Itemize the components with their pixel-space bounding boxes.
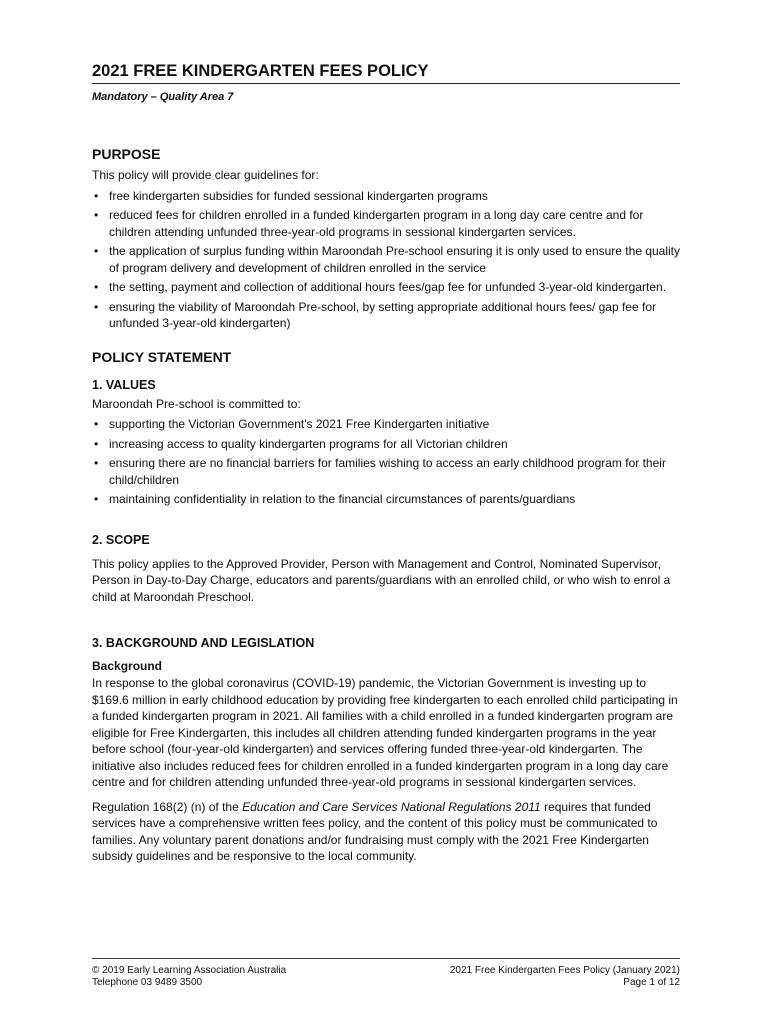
list-item: • supporting the Victorian Government's 2021 Free Kindergarten initiative bbox=[92, 416, 680, 433]
footer-left bbox=[92, 965, 286, 989]
purpose-intro: This policy will provide clear guidelines for: bbox=[92, 168, 319, 182]
list-item: • reduced fees for children enrolled in a funded kindergarten program in a long day care centre and for children attending unfunded three-year-old programs in sessional kindergarten services. bbox=[92, 207, 680, 240]
regulation-paragraph bbox=[92, 799, 680, 865]
background-paragraph: In response to the global coronavirus (COVID-19) pandemic, the Victorian Government is investing up to $169.6 million in early childhood education by providing free kindergarten to each enrolled child participating in a funded kindergarten program in 2021. All families with a child enrolled in a funded kindergarten program are eligible for Free Kindergarten, this includes all children attending funded kindergarten programs in the year before school (four-year-old kindergarten) and services offering funded three-year-old kindergarten. The initiative also includes reduced fees for children enrolled in a funded kindergarten program in a long day care centre and for children attending unfunded three-year-old programs in sessional kindergarten services. bbox=[92, 676, 678, 789]
footer-doc-title: 2021 Free Kindergarten Fees Policy (January 2021) bbox=[449, 965, 680, 976]
list-item: • the setting, payment and collection of additional hours fees/gap fee for unfunded 3-year-old kindergarten. bbox=[92, 279, 680, 296]
regulation-title: Education and Care Services National Regulations 2011 bbox=[242, 799, 541, 814]
scope-text: This policy applies to the Approved Provider, Person with Management and Control, Nominated Supervisor, Person in Day-to-Day Charge, educators and parents/guardians with an enrolled child, or who wish to enrol a child at Maroondah Preschool. bbox=[92, 556, 671, 604]
document-page bbox=[92, 62, 680, 865]
background-heading: 3. BACKGROUND AND LEGISLATION bbox=[92, 636, 315, 650]
purpose-list bbox=[92, 188, 680, 332]
list-item: • ensuring the viability of Maroondah Pre-school, by setting appropriate additional hours fees/ gap fee for unfunded 3-year-old kindergarten) bbox=[92, 299, 680, 332]
purpose-heading: PURPOSE bbox=[92, 146, 161, 162]
regulation-text-start: Regulation 168(2) (n) of the bbox=[92, 799, 243, 814]
values-list bbox=[92, 416, 680, 508]
background-subheading: Background bbox=[92, 659, 163, 673]
footer-telephone: Telephone 03 9489 3500 bbox=[92, 977, 203, 988]
values-heading: 1. VALUES bbox=[92, 377, 156, 392]
list-item: • maintaining confidentiality in relation to the financial circumstances of parents/guardians bbox=[92, 491, 680, 508]
page-title: 2021 FREE KINDERGARTEN FEES POLICY bbox=[92, 62, 680, 84]
footer-right bbox=[450, 965, 680, 989]
footer-page-number: Page 1 of 12 bbox=[623, 977, 680, 988]
regulation-text-end: requires that funded services have a comprehensive written fees policy, and the content of this policy must be communicated to families. Any voluntary parent donations and/or fundraising must comply with the 2021 Free Kindergarten subsidy guidelines and be responsive to the local community. bbox=[92, 799, 658, 863]
footer-copyright: © 2019 Early Learning Association Australia bbox=[92, 965, 287, 976]
scope-heading: 2. SCOPE bbox=[92, 532, 150, 547]
page-footer bbox=[92, 958, 680, 988]
policy-statement-heading: POLICY STATEMENT bbox=[92, 348, 232, 365]
list-item: • the application of surplus funding within Maroondah Pre-school ensuring it is only used to ensure the quality of program delivery and development of children enrolled in the service bbox=[92, 243, 680, 276]
list-item: • ensuring there are no financial barriers for families wishing to access an early childhood program for their child/children bbox=[92, 455, 680, 488]
page-subtitle: Mandatory – Quality Area 7 bbox=[92, 91, 234, 103]
list-item: • free kindergarten subsidies for funded sessional kindergarten programs bbox=[92, 188, 680, 205]
list-item: • increasing access to quality kindergarten programs for all Victorian children bbox=[92, 436, 680, 453]
values-intro: Maroondah Pre-school is committed to: bbox=[92, 396, 301, 411]
